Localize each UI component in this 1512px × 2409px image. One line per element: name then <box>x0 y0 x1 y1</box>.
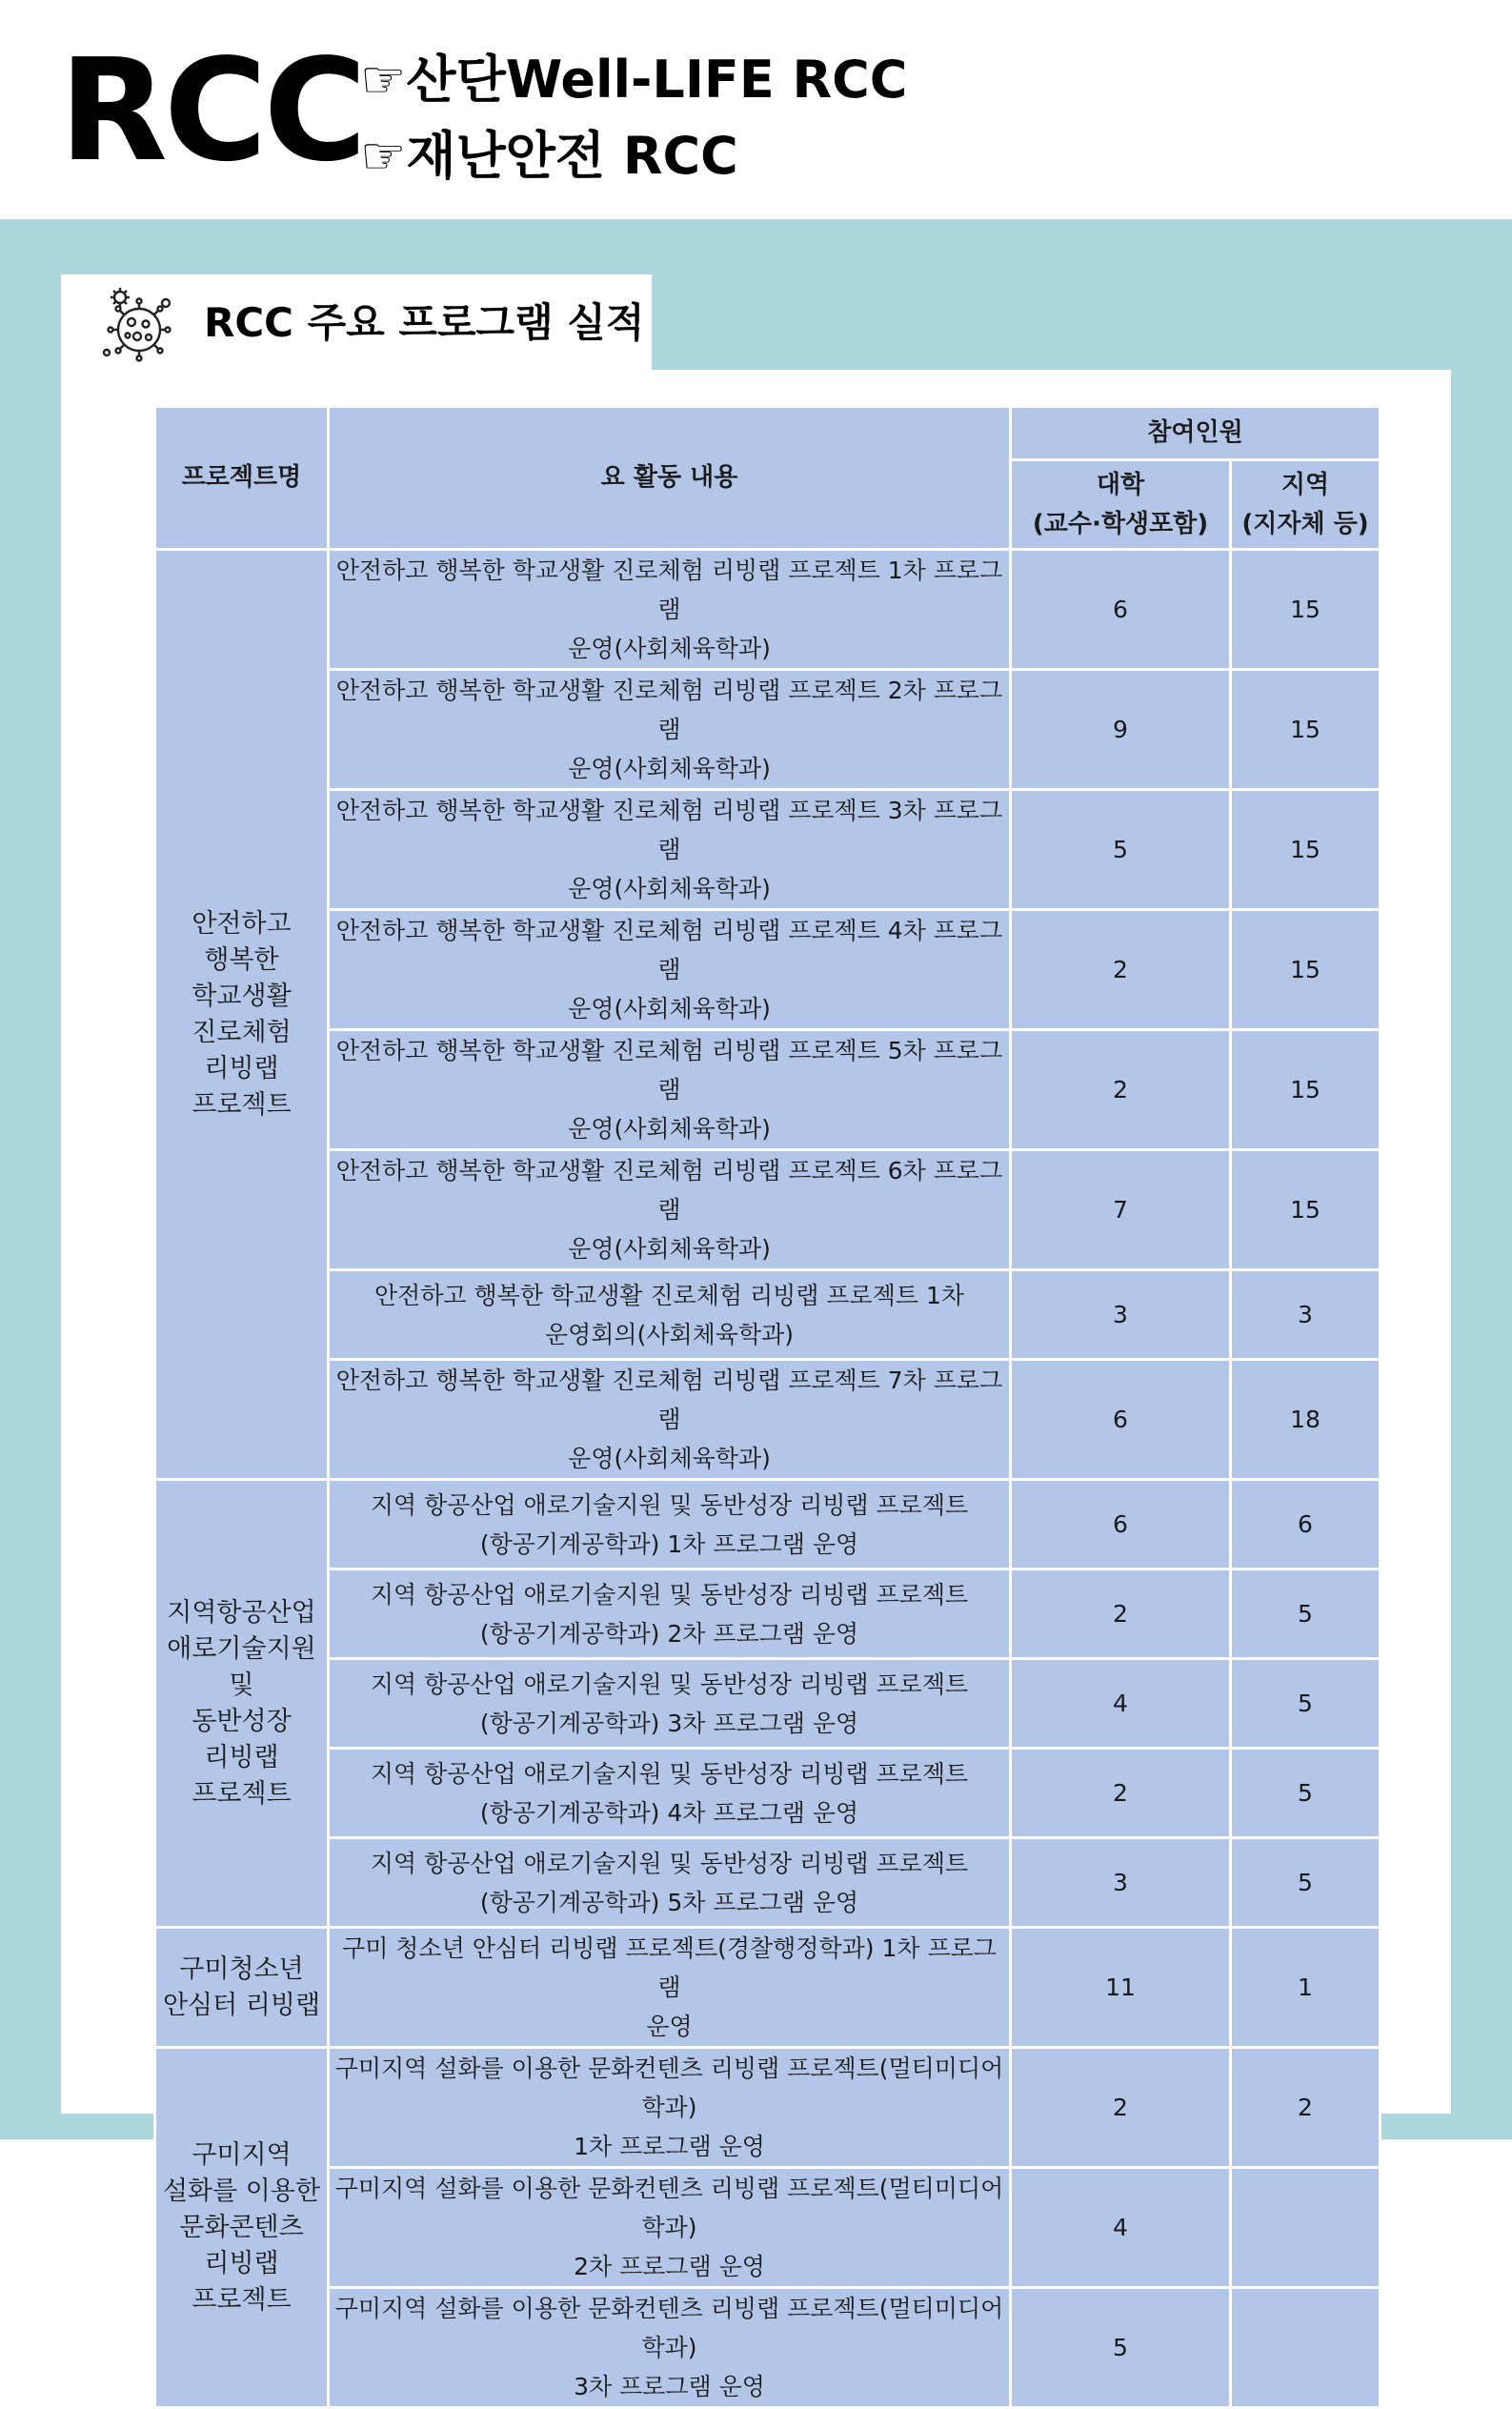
region-count-cell: 15 <box>1231 1150 1381 1270</box>
activity-line: 3차 프로그램 운영 <box>574 2373 765 2400</box>
activity-cell <box>329 1270 1011 1360</box>
university-count-cell: 3 <box>1011 1838 1231 1928</box>
virus-icon <box>93 284 179 370</box>
activity-cell <box>329 1749 1011 1838</box>
university-count-cell: 6 <box>1011 1480 1231 1569</box>
activity-cell <box>329 2168 1011 2288</box>
activity-line: 지역 항공산업 애로기술지원 및 동반성장 리빙랩 프로젝트 <box>370 1580 969 1609</box>
table-row <box>155 670 1381 790</box>
activity-line: 구미 청소년 안심터 리빙랩 프로젝트(경찰행정학과) 1차 프로그램 <box>342 1934 997 2001</box>
project-name-line: 프로젝트 <box>192 2284 292 2315</box>
project-name-line: 프로젝트 <box>192 1089 292 1120</box>
table-row <box>155 1838 1381 1928</box>
university-count-cell: 2 <box>1011 910 1231 1030</box>
project-name-line: 프로젝트 <box>192 1778 292 1809</box>
region-count-cell: 5 <box>1231 1569 1381 1659</box>
activity-cell <box>329 2288 1011 2408</box>
table-row <box>155 1928 1381 2048</box>
activity-line: 운영 <box>646 2013 693 2040</box>
project-name-cell <box>155 1480 329 1928</box>
content-card <box>61 370 1451 2400</box>
region-count-cell: 18 <box>1231 1360 1381 1480</box>
table-row <box>155 1480 1381 1569</box>
table-row <box>155 1150 1381 1270</box>
activity-line: 안전하고 행복한 학교생활 진로체험 리빙랩 프로젝트 5차 프로그램 <box>335 1037 1003 1103</box>
project-name-line: 안전하고 <box>192 908 292 939</box>
project-name-line: 안심터 리빙랩 <box>162 1990 321 2020</box>
activity-line: 안전하고 행복한 학교생활 진로체험 리빙랩 프로젝트 3차 프로그램 <box>335 797 1003 863</box>
table-row <box>155 1270 1381 1360</box>
project-name-line: 지역항공산업 <box>167 1597 316 1628</box>
university-count-cell: 6 <box>1011 550 1231 670</box>
activity-cell <box>329 1569 1011 1659</box>
table-row <box>155 2048 1381 2168</box>
activity-line: 안전하고 행복한 학교생활 진로체험 리빙랩 프로젝트 7차 프로그램 <box>335 1366 1003 1433</box>
rcc-line-1: ☞산단Well-LIFE RCC <box>360 50 908 110</box>
table-row <box>155 1360 1381 1480</box>
activity-line: 운영(사회체육학과) <box>568 755 771 782</box>
activity-line: 운영(사회체육학과) <box>568 1115 771 1143</box>
university-count-cell: 3 <box>1011 1270 1231 1360</box>
university-count-cell: 2 <box>1011 1749 1231 1838</box>
table-row <box>155 910 1381 1030</box>
project-name-line: 문화콘텐츠 <box>179 2212 304 2242</box>
university-count-cell: 9 <box>1011 670 1231 790</box>
activity-line: 운영(사회체육학과) <box>568 635 771 662</box>
activity-line: 안전하고 행복한 학교생활 진로체험 리빙랩 프로젝트 4차 프로그램 <box>335 917 1003 983</box>
table-row <box>155 550 1381 670</box>
activity-line: (항공기계공학과) 5차 프로그램 운영 <box>479 1888 859 1916</box>
region-count-cell: 15 <box>1231 790 1381 910</box>
rcc-list <box>360 42 907 194</box>
program-table <box>153 405 1381 2409</box>
page-header <box>0 0 1512 219</box>
header-university: 대학 (교수·학생포함) <box>1011 460 1231 550</box>
project-name-line: 애로기술지원 <box>167 1633 316 1664</box>
activity-line: 안전하고 행복한 학교생활 진로체험 리빙랩 프로젝트 6차 프로그램 <box>335 1157 1003 1224</box>
activity-line: (항공기계공학과) 2차 프로그램 운영 <box>479 1619 859 1648</box>
project-name-cell <box>155 1928 329 2048</box>
university-count-cell: 4 <box>1011 1659 1231 1749</box>
activity-line: 안전하고 행복한 학교생활 진로체험 리빙랩 프로젝트 1차 프로그램 <box>335 557 1003 623</box>
activity-line: (항공기계공학과) 4차 프로그램 운영 <box>479 1798 859 1827</box>
university-count-cell: 7 <box>1011 1150 1231 1270</box>
activity-line: 안전하고 행복한 학교생활 진로체험 리빙랩 프로젝트 2차 프로그램 <box>335 677 1003 743</box>
region-count-cell: 1 <box>1231 1928 1381 2048</box>
activity-line: 지역 항공산업 애로기술지원 및 동반성장 리빙랩 프로젝트 <box>370 1490 969 1519</box>
university-count-cell: 2 <box>1011 2048 1231 2168</box>
region-count-cell: 2 <box>1231 2048 1381 2168</box>
project-name-line: 진로체험 <box>192 1017 292 1047</box>
header-region: 지역 (지자체 등) <box>1231 460 1381 550</box>
activity-line: 구미지역 설화를 이용한 문화컨텐츠 리빙랩 프로젝트(멀티미디어학과) <box>334 2295 1004 2361</box>
project-name-line: 설화를 이용한 <box>162 2176 321 2206</box>
university-count-cell: 5 <box>1011 790 1231 910</box>
activity-line: 운영(사회체육학과) <box>568 875 771 902</box>
activity-line: 1차 프로그램 운영 <box>574 2133 765 2160</box>
table-row <box>155 2168 1381 2288</box>
table-row <box>155 1569 1381 1659</box>
rcc-line-2: ☞재난안전 RCC <box>360 126 738 186</box>
project-name-line: 구미청소년 <box>179 1954 304 1984</box>
university-count-cell: 2 <box>1011 1030 1231 1150</box>
page-title: RCC <box>59 29 364 192</box>
project-name-line: 동반성장 <box>192 1706 292 1736</box>
activity-cell <box>329 1928 1011 2048</box>
region-count-cell: 5 <box>1231 1749 1381 1838</box>
region-count-cell <box>1231 2168 1381 2288</box>
region-count-cell: 5 <box>1231 1838 1381 1928</box>
region-count-cell: 15 <box>1231 1030 1381 1150</box>
section-tab <box>61 274 652 372</box>
header-activity: 요 활동 내용 <box>329 407 1011 550</box>
region-count-cell: 6 <box>1231 1480 1381 1569</box>
activity-line: 지역 항공산업 애로기술지원 및 동반성장 리빙랩 프로젝트 <box>370 1759 969 1788</box>
activity-line: (항공기계공학과) 1차 프로그램 운영 <box>479 1529 859 1558</box>
region-count-cell: 15 <box>1231 910 1381 1030</box>
project-name-line: 학교생활 <box>192 981 292 1011</box>
region-count-cell: 3 <box>1231 1270 1381 1360</box>
activity-cell <box>329 550 1011 670</box>
activity-cell <box>329 910 1011 1030</box>
region-count-cell: 15 <box>1231 670 1381 790</box>
table-row <box>155 2288 1381 2408</box>
activity-cell <box>329 1480 1011 1569</box>
activity-line: 지역 항공산업 애로기술지원 및 동반성장 리빙랩 프로젝트 <box>370 1849 969 1877</box>
project-name-line: 행복한 <box>204 944 279 975</box>
activity-line: 안전하고 행복한 학교생활 진로체험 리빙랩 프로젝트 1차 <box>373 1281 965 1309</box>
university-count-cell: 5 <box>1011 2288 1231 2408</box>
activity-cell <box>329 1150 1011 1270</box>
activity-cell <box>329 790 1011 910</box>
activity-cell <box>329 1838 1011 1928</box>
university-count-cell: 11 <box>1011 1928 1231 2048</box>
activity-line: 운영(사회체육학과) <box>568 1235 771 1263</box>
activity-line: 구미지역 설화를 이용한 문화컨텐츠 리빙랩 프로젝트(멀티미디어학과) <box>334 2055 1004 2121</box>
table-row <box>155 1030 1381 1150</box>
university-count-cell: 2 <box>1011 1569 1231 1659</box>
table-row <box>155 1659 1381 1749</box>
activity-line: 구미지역 설화를 이용한 문화컨텐츠 리빙랩 프로젝트(멀티미디어학과) <box>334 2175 1004 2241</box>
activity-cell <box>329 1659 1011 1749</box>
project-name-cell <box>155 550 329 1480</box>
region-count-cell <box>1231 2288 1381 2408</box>
table-row <box>155 790 1381 910</box>
activity-cell <box>329 2048 1011 2168</box>
activity-line: 2차 프로그램 운영 <box>574 2253 765 2280</box>
project-name-line: 리빙랩 <box>204 2248 279 2278</box>
university-count-cell: 4 <box>1011 2168 1231 2288</box>
activity-line: 운영회의(사회체육학과) <box>544 1320 794 1348</box>
header-participants: 참여인원 <box>1011 407 1381 460</box>
project-name-line: 및 <box>229 1670 254 1700</box>
activity-line: 운영(사회체육학과) <box>568 995 771 1022</box>
activity-cell <box>329 1030 1011 1150</box>
project-name-line: 리빙랩 <box>204 1053 279 1083</box>
project-name-line: 구미지역 <box>192 2139 292 2170</box>
region-count-cell: 5 <box>1231 1659 1381 1749</box>
table-body <box>155 550 1381 2408</box>
header-project: 프로젝트명 <box>155 407 329 550</box>
region-count-cell: 15 <box>1231 550 1381 670</box>
section-title: RCC 주요 프로그램 실적 <box>204 299 645 346</box>
activity-cell <box>329 670 1011 790</box>
table-row <box>155 1749 1381 1838</box>
activity-cell <box>329 1360 1011 1480</box>
activity-line: (항공기계공학과) 3차 프로그램 운영 <box>479 1709 859 1737</box>
university-count-cell: 6 <box>1011 1360 1231 1480</box>
activity-line: 운영(사회체육학과) <box>568 1445 771 1472</box>
activity-line: 지역 항공산업 애로기술지원 및 동반성장 리빙랩 프로젝트 <box>370 1670 969 1698</box>
project-name-cell <box>155 2048 329 2408</box>
project-name-line: 리빙랩 <box>204 1742 279 1772</box>
